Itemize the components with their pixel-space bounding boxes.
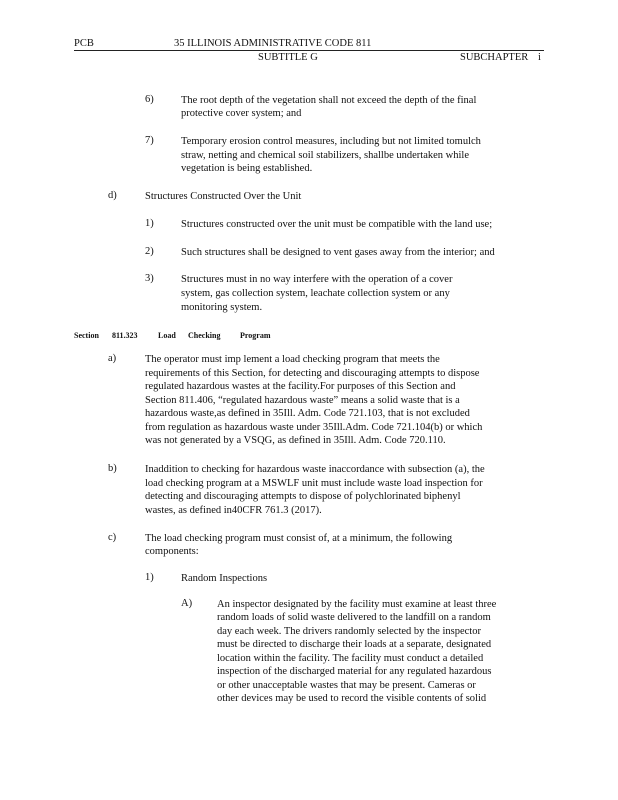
item-text-line: The root depth of the vegetation shall not exceed the depth of the final bbox=[181, 95, 477, 106]
item-text-line: straw, netting and chemical soil stabilizers, shallbe undertaken while bbox=[181, 150, 469, 161]
item-number: 2) bbox=[145, 246, 154, 257]
paragraph-line: wastes, as defined in40CFR 761.3 (2017). bbox=[145, 505, 322, 516]
item-text-line: vegetation is being established. bbox=[181, 163, 313, 174]
subitem-line: inspection of the discharged material for any regulated hazardous bbox=[217, 666, 492, 677]
item-text-line: monitoring system. bbox=[181, 302, 263, 313]
subitem-line: location within the facility. The facility must conduct a detailed bbox=[217, 653, 484, 664]
paragraph-line: The load checking program must consist of, at a minimum, the following bbox=[145, 533, 453, 544]
subitem-line: random loads of solid waste delivered to the landfill on a random bbox=[217, 612, 491, 623]
subitem-number: A) bbox=[181, 598, 193, 609]
paragraph-line: hazardous waste,as defined in 35Ill. Adm. Code 721.103, that is not excluded bbox=[145, 408, 470, 419]
item-text-line: Structures must in no way interfere with the operation of a cover bbox=[181, 274, 453, 285]
item-text-line: Such structures shall be designed to vent gases away from the interior; and bbox=[181, 247, 495, 258]
paragraph-line: detecting and discouraging attempts to dispose of polychlorinated biphenyl bbox=[145, 491, 461, 502]
header-pcb: PCB bbox=[74, 38, 94, 49]
paragraph-number: a) bbox=[108, 353, 117, 364]
paragraph-number: b) bbox=[108, 463, 117, 474]
item-number: 7) bbox=[145, 135, 154, 146]
paragraph-line: was not generated by a VSQG, as defined in 35Ill. Adm. Code 720.110. bbox=[145, 435, 446, 446]
subitem-line: or other unacceptable wastes that may be present. Cameras or bbox=[217, 680, 476, 691]
paragraph-line: requirements of this Section, for detecting and discouraging attempts to dispose bbox=[145, 368, 480, 379]
header-title: 35 ILLINOIS ADMINISTRATIVE CODE 811 bbox=[174, 38, 372, 49]
item-number: 1) bbox=[145, 218, 154, 229]
item-text-line: system, gas collection system, leachate collection system or any bbox=[181, 288, 450, 299]
paragraph-line: Section 811.406, “regulated hazardous waste” means a solid waste that is a bbox=[145, 395, 460, 406]
item-number: 1) bbox=[145, 572, 154, 583]
subitem-line: must be directed to discharge their loads at a separate, designated bbox=[217, 639, 492, 650]
section-title-word: Checking bbox=[188, 331, 221, 340]
subitem-line: other devices may be used to record the visible contents of solid bbox=[217, 693, 487, 704]
paragraph-line: The operator must imp lement a load checking program that meets the bbox=[145, 354, 440, 365]
subitem-line: day each week. The drivers randomly selected by the inspector bbox=[217, 626, 481, 637]
header-subchapter: SUBCHAPTER bbox=[460, 52, 529, 63]
section-title-word: Program bbox=[240, 331, 271, 340]
item-number: 6) bbox=[145, 94, 154, 105]
section-label: Section bbox=[74, 331, 99, 340]
paragraph-number: c) bbox=[108, 532, 117, 543]
header-subchapter-letter: i bbox=[538, 52, 541, 63]
subitem-line: An inspector designated by the facility must examine at least three bbox=[217, 599, 497, 610]
paragraph-line: from regulation as hazardous waste under 35Ill.Adm. Code 721.104(b) or which bbox=[145, 422, 483, 433]
item-title: Random Inspections bbox=[181, 573, 268, 584]
item-text-line: Structures constructed over the unit must be compatible with the land use; bbox=[181, 219, 493, 230]
item-text-line: protective cover system; and bbox=[181, 108, 302, 119]
item-text-line: Temporary erosion control measures, including but not limited tomulch bbox=[181, 136, 481, 147]
paragraph-line: components: bbox=[145, 546, 199, 557]
subsection-title: Structures Constructed Over the Unit bbox=[145, 191, 302, 202]
item-number: 3) bbox=[145, 273, 154, 284]
paragraph-line: Inaddition to checking for hazardous waste inaccordance with subsection (a), the bbox=[145, 464, 485, 475]
section-title-word: Load bbox=[158, 331, 176, 340]
header-rule bbox=[74, 50, 544, 51]
header-subtitle: SUBTITLE G bbox=[258, 52, 318, 63]
section-number: 811.323 bbox=[112, 331, 138, 340]
paragraph-line: regulated hazardous wastes at the facility.For purposes of this Section and bbox=[145, 381, 456, 392]
paragraph-line: load checking program at a MSWLF unit must include waste load inspection for bbox=[145, 478, 483, 489]
subsection-number: d) bbox=[108, 190, 117, 201]
